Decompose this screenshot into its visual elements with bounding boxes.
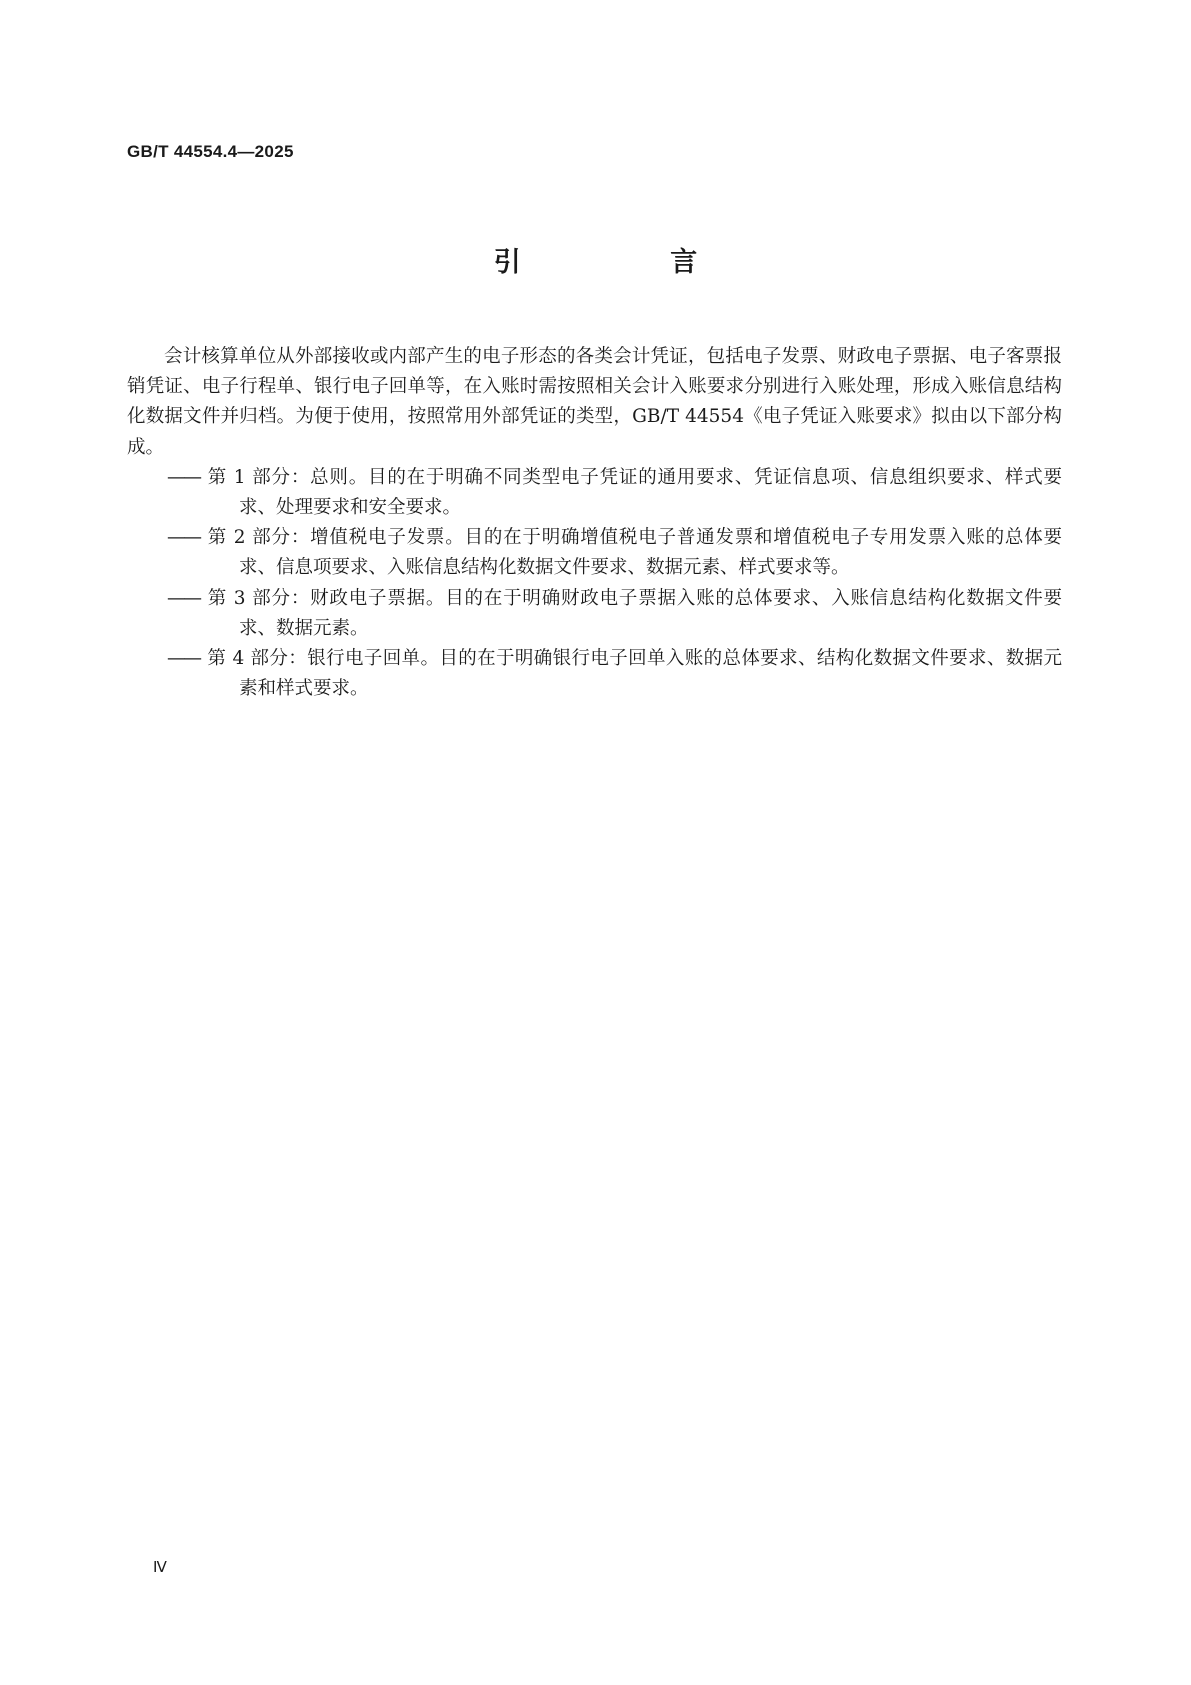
list-item-text: 第 3 部分：财政电子票据。目的在于明确财政电子票据入账的总体要求、入账信息结构化数据文件要求、数据元素。 — [207, 587, 1062, 639]
list-dash: —— — [167, 587, 200, 609]
list-item — [167, 584, 1062, 644]
list-item — [167, 463, 1062, 523]
list-dash: —— — [167, 527, 200, 549]
list-item-text: 第 4 部分：银行电子回单。目的在于明确银行电子回单入账的总体要求、结构化数据文件要求、数据元素和样式要求。 — [207, 648, 1062, 700]
list-item — [167, 523, 1062, 583]
list-item-text: 第 1 部分：总则。目的在于明确不同类型电子凭证的通用要求、凭证信息项、信息组织要求、样式要求、处理要求和安全要求。 — [207, 466, 1062, 519]
list-dash: —— — [167, 648, 200, 670]
page-title: 引 言 — [493, 247, 768, 278]
document-body — [127, 342, 1062, 704]
list-item — [167, 644, 1062, 704]
intro-paragraph: 会计核算单位从外部接收或内部产生的电子形态的各类会计凭证，包括电子发票、财政电子票据、电子客票报销凭证、电子行程单、银行电子回单等，在入账时需按照相关会计入账要求分别进行入账处理，形成入账信息结构化数据文件并归档。为便于使用，按照常用外部凭证的类型，GB/T 44554《电子凭证入账要求》拟由以下部分构成。 — [127, 346, 1062, 458]
list-item-text: 第 2 部分：增值税电子发票。目的在于明确增值税电子普通发票和增值税电子专用发票入账的总体要求、信息项要求、入账信息结构化数据文件要求、数据元素、样式要求等。 — [207, 527, 1062, 579]
list-dash: —— — [167, 466, 200, 488]
standard-code: GB/T 44554.4—2025 — [127, 142, 294, 161]
parts-list — [127, 463, 1062, 705]
page-number: Ⅳ — [153, 1560, 167, 1576]
